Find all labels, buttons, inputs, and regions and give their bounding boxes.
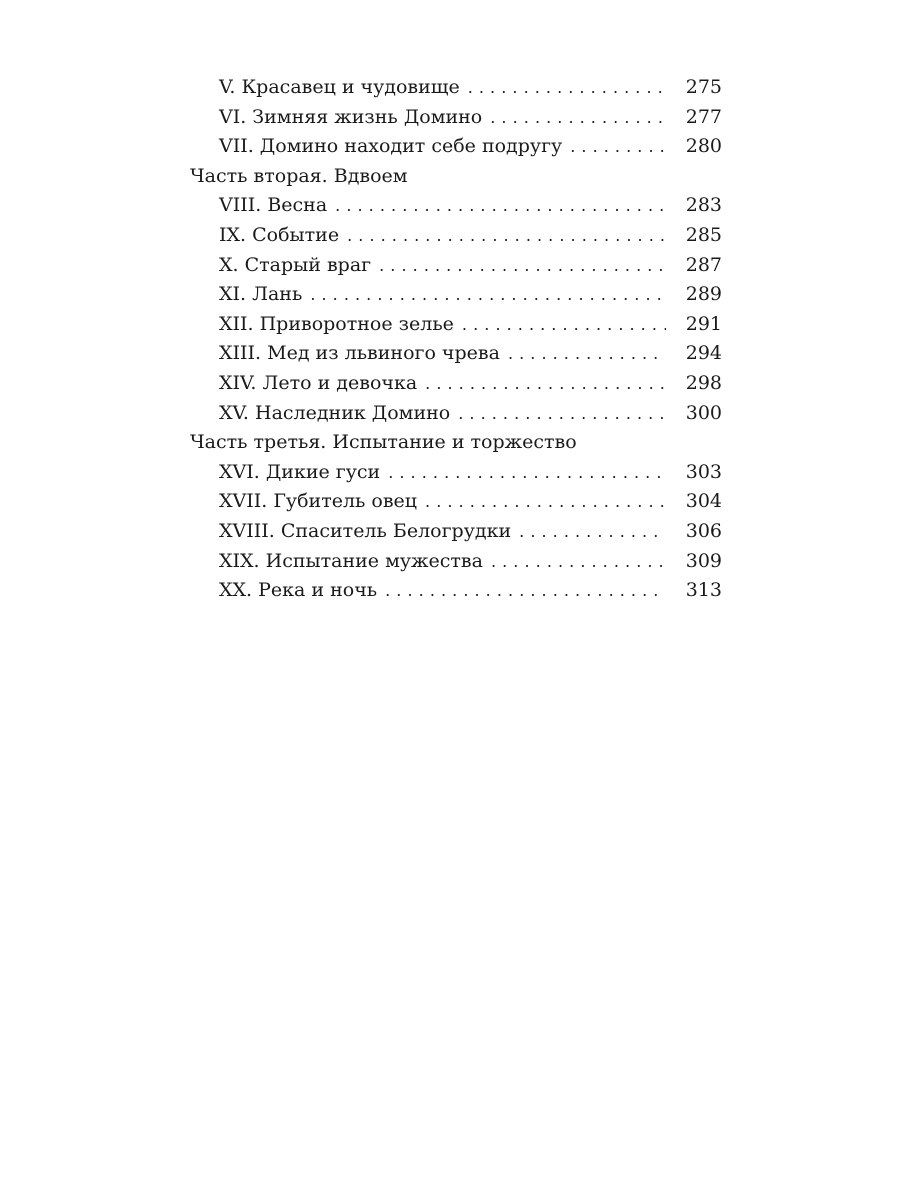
toc-entry-page: 313: [685, 579, 722, 602]
toc-entry-title: XII. Приворотное зелье: [219, 310, 462, 340]
dot-leader: [519, 517, 666, 547]
toc-entry-page: 289: [685, 283, 722, 306]
toc-entry-title: XV. Наследник Домино: [219, 399, 458, 429]
dot-leader: [508, 339, 666, 369]
toc-part-heading: Часть вторая. Вдвоем: [190, 164, 408, 187]
dot-leader: [468, 73, 666, 103]
toc-entry-title: VIII. Весна: [219, 191, 335, 221]
toc-entry: [190, 310, 722, 340]
dot-leader: [458, 399, 666, 429]
toc-entry: [190, 339, 722, 369]
toc-entry: [190, 487, 722, 517]
toc-entry: [190, 251, 722, 281]
toc-entry-title: VII. Домино находит себе подругу: [219, 132, 570, 162]
dot-leader: [310, 280, 666, 310]
toc-entry: [190, 103, 722, 133]
toc-entry-title: XIII. Мед из львиного чрева: [219, 339, 508, 369]
dot-leader: [379, 251, 666, 281]
toc-entry: [190, 517, 722, 547]
toc-entry-page: 291: [685, 312, 722, 335]
toc-entry-title: XIV. Лето и девочка: [219, 369, 425, 399]
table-of-contents: [190, 73, 722, 606]
toc-entry: [190, 547, 722, 577]
toc-entry-page: 304: [685, 490, 722, 513]
toc-entry: [190, 221, 722, 251]
toc-entry: [190, 191, 722, 221]
toc-entry-title: V. Красавец и чудовище: [219, 73, 468, 103]
toc-entry-title: X. Старый враг: [219, 251, 379, 281]
toc-entry: [190, 73, 722, 103]
dot-leader: [385, 576, 666, 606]
toc-entry-page: 294: [685, 342, 722, 365]
dot-leader: [462, 310, 666, 340]
toc-entry-page: 303: [685, 460, 722, 483]
toc-entry-page: 300: [685, 401, 722, 424]
dot-leader: [388, 458, 666, 488]
toc-entry: [190, 132, 722, 162]
toc-entry-title: XVIII. Спаситель Белогрудки: [219, 517, 519, 547]
toc-entry-page: 287: [685, 253, 722, 276]
dot-leader: [347, 221, 666, 251]
toc-entry-title: XX. Река и ночь: [219, 576, 385, 606]
toc-entry-title: XVI. Дикие гуси: [219, 458, 388, 488]
toc-entry: [190, 458, 722, 488]
toc-entry-page: 277: [685, 105, 722, 128]
toc-entry: [190, 399, 722, 429]
dot-leader: [491, 547, 666, 577]
toc-entry: [190, 576, 722, 606]
toc-entry: [190, 369, 722, 399]
toc-entry-page: 285: [685, 223, 722, 246]
toc-entry-title: VI. Зимняя жизнь Домино: [219, 103, 490, 133]
dot-leader: [490, 103, 666, 133]
dot-leader: [425, 369, 666, 399]
toc-entry-page: 275: [685, 76, 722, 98]
toc-entry-page: 280: [685, 135, 722, 158]
dot-leader: [425, 487, 666, 517]
toc-entry-page: 283: [685, 194, 722, 217]
toc-entry-title: XVII. Губитель овец: [219, 487, 425, 517]
toc-entry-title: IX. Событие: [219, 221, 347, 251]
toc-entry-title: XIX. Испытание мужества: [219, 547, 491, 577]
dot-leader: [570, 132, 666, 162]
toc-entry: [190, 280, 722, 310]
toc-entry-page: 306: [685, 519, 722, 542]
toc-entry-page: 298: [685, 371, 722, 394]
toc-entry-page: 309: [685, 549, 722, 572]
toc-part-heading: Часть третья. Испытание и торжество: [190, 431, 577, 454]
toc-entry-title: XI. Лань: [219, 280, 310, 310]
dot-leader: [335, 191, 666, 221]
